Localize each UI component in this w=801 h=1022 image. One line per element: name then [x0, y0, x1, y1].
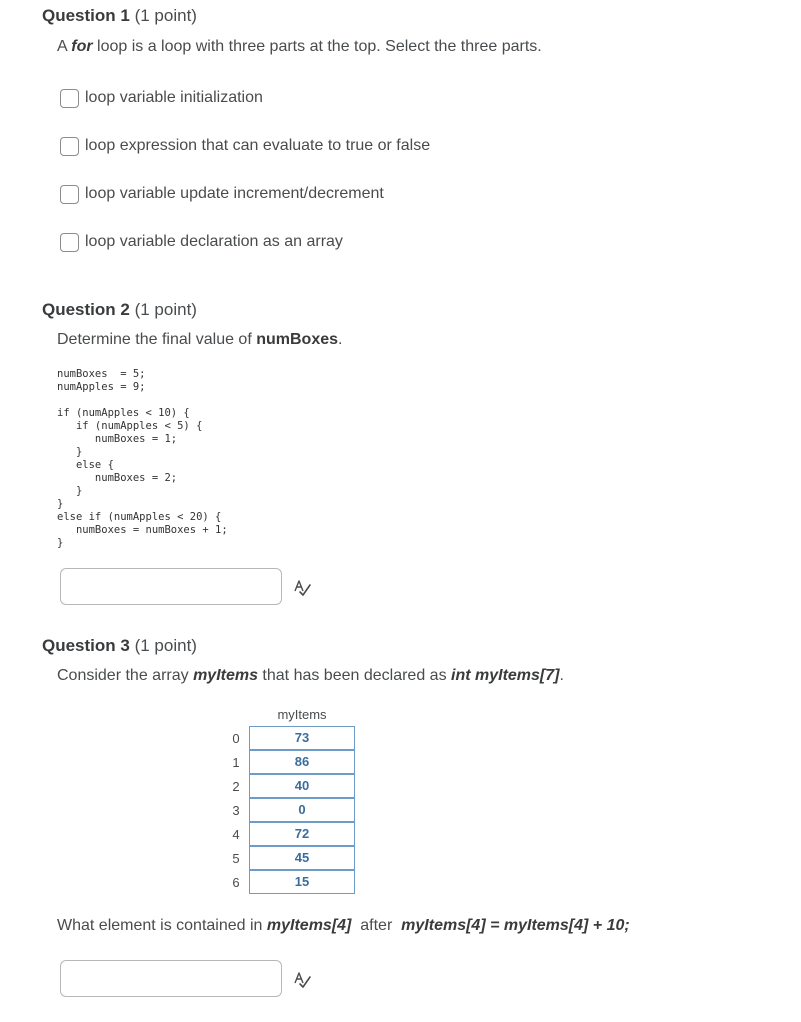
question-2-prompt — [57, 331, 342, 349]
question-2-label: Question 2 — [42, 300, 130, 319]
prompt-element: myItems[4] — [266, 917, 352, 934]
prompt-statement: myItems[4] = myItems[4] + 10; — [401, 917, 630, 934]
prompt-variable: numBoxes — [256, 331, 339, 348]
array-cell: 72 — [249, 822, 355, 846]
question-2-answer-input[interactable] — [60, 568, 282, 605]
array-index: 3 — [232, 803, 240, 818]
option-4[interactable] — [60, 231, 343, 253]
array-index: 6 — [232, 875, 240, 890]
prompt-text: Determine the final value of — [57, 331, 257, 348]
checkbox[interactable] — [60, 137, 79, 156]
prompt-text: after — [351, 917, 402, 934]
prompt-text: loop is a loop with three parts at the top. Select the three parts. — [92, 38, 542, 55]
array-index: 2 — [232, 779, 240, 794]
option-3[interactable] — [60, 183, 384, 205]
prompt-array-name: myItems — [193, 667, 258, 684]
array-cell: 40 — [249, 774, 355, 798]
option-2[interactable] — [60, 135, 430, 157]
prompt-text: Consider the array — [57, 667, 194, 684]
question-3-prompt — [57, 667, 564, 685]
question-2-title — [42, 300, 197, 320]
array-cell: 15 — [249, 870, 355, 894]
question-1-title — [42, 6, 197, 26]
spell-check-icon[interactable] — [292, 578, 312, 598]
prompt-text: . — [559, 667, 564, 684]
option-label: loop variable update increment/decrement — [85, 185, 384, 202]
array-index: 5 — [232, 851, 240, 866]
prompt-text: that has been declared as — [257, 667, 452, 684]
array-cell: 73 — [249, 726, 355, 750]
question-1-label: Question 1 — [42, 6, 130, 25]
prompt-text: . — [338, 331, 343, 348]
option-label: loop expression that can evaluate to true or false — [85, 137, 431, 154]
array-cell: 0 — [249, 798, 355, 822]
question-3-label: Question 3 — [42, 636, 130, 655]
question-2-points: (1 point) — [134, 300, 197, 319]
question-3-points: (1 point) — [134, 636, 197, 655]
question-3-subquestion — [57, 917, 630, 935]
array-index: 1 — [232, 755, 240, 770]
array-index: 4 — [232, 827, 240, 842]
array-cell: 45 — [249, 846, 355, 870]
prompt-declaration: int myItems[7] — [451, 667, 560, 684]
checkbox[interactable] — [60, 185, 79, 204]
question-3-title — [42, 636, 197, 656]
checkbox[interactable] — [60, 233, 79, 252]
checkbox[interactable] — [60, 89, 79, 108]
question-1-points: (1 point) — [134, 6, 197, 25]
prompt-keyword: for — [71, 38, 93, 55]
array-title: myItems — [277, 707, 327, 722]
array-index: 0 — [232, 731, 240, 746]
option-label: loop variable initialization — [85, 89, 263, 106]
prompt-text: What element is contained in — [57, 917, 267, 934]
question-1-prompt — [57, 38, 542, 56]
question-3-answer-input[interactable] — [60, 960, 282, 997]
option-1[interactable] — [60, 87, 263, 109]
option-label: loop variable declaration as an array — [85, 233, 343, 250]
spell-check-icon[interactable] — [292, 970, 312, 990]
code-snippet: numBoxes = 5; numApples = 9; if (numApples < 10) { if (numApples < 5) { numBoxes = 1; } else { numBoxes = 2; } } else if (numApples < 20) { numBoxes = numBoxes + 1; } — [57, 368, 228, 549]
array-cell: 86 — [249, 750, 355, 774]
prompt-text: A — [57, 38, 72, 55]
